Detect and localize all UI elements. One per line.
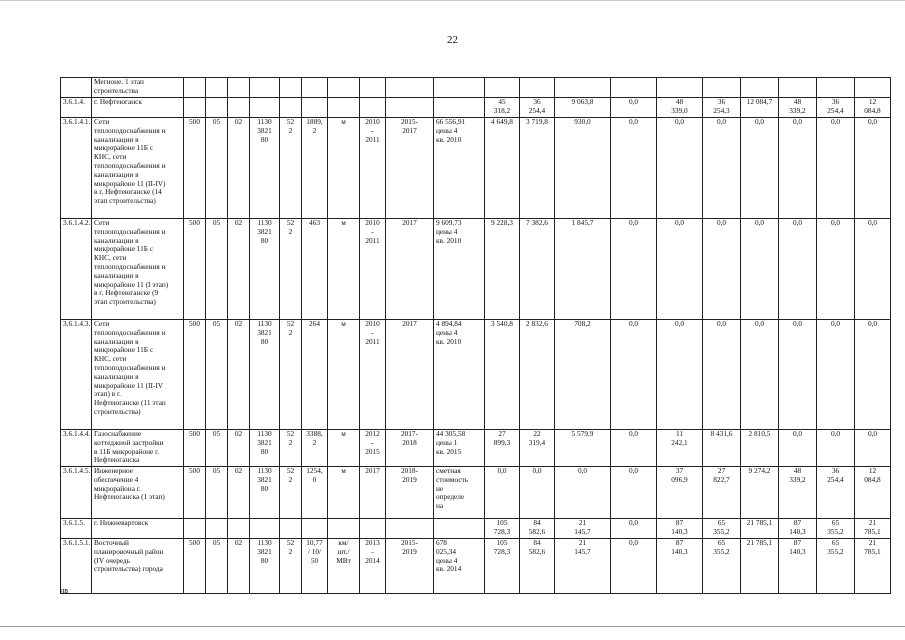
- table-cell: 3.6.1.4.2.: [61, 219, 92, 320]
- table-cell: 12 084,8: [855, 467, 891, 519]
- table-cell: 0,0: [817, 219, 855, 320]
- table-row: [61, 118, 891, 219]
- table-cell: 02: [228, 118, 250, 219]
- table-cell: [184, 78, 206, 98]
- table-cell: [386, 519, 434, 539]
- table-cell: 3 719,8: [520, 118, 555, 219]
- table-cell: 1130 3821 80: [250, 219, 280, 320]
- table-cell: 87 140,3: [657, 519, 703, 539]
- table-cell: 0,0: [485, 467, 520, 519]
- table-row: [61, 430, 891, 467]
- table-cell: [228, 98, 250, 118]
- table-cell: 500: [184, 539, 206, 594]
- table-cell: Сети теплоподоснабжения и канализации в микрорайоне 11Б с КНС, сети теплоподоснабжения и канализации в микрорайоне 11 (II-IV) в г. Нефтеюганске (14 этап строительства): [92, 118, 184, 219]
- table-cell: 9 228,3: [485, 219, 520, 320]
- table-cell: м: [328, 430, 360, 467]
- table-cell: [611, 78, 657, 98]
- table-cell: 0,0: [703, 320, 741, 430]
- table-cell: 0,0: [611, 98, 657, 118]
- top-rule: [0, 0, 905, 1]
- table-cell: [206, 519, 228, 539]
- table-cell: [520, 78, 555, 98]
- table-cell: 52 2: [280, 430, 302, 467]
- table-cell: 10,77 / 10/ 50: [302, 539, 328, 594]
- table-cell: [817, 78, 855, 98]
- table-cell: 0,0: [611, 539, 657, 594]
- table-cell: 84 582,6: [520, 519, 555, 539]
- table-cell: 36 254,3: [703, 98, 741, 118]
- table-cell: 1130 3821 80: [250, 539, 280, 594]
- table-cell: 2010 - 2011: [360, 219, 386, 320]
- table-cell: м: [328, 320, 360, 430]
- page-number: 22: [447, 34, 458, 46]
- table-cell: 84 582,6: [520, 539, 555, 594]
- table-cell: [228, 78, 250, 98]
- table-cell: 12 084,7: [741, 98, 779, 118]
- table-cell: 500: [184, 320, 206, 430]
- table-row: [61, 98, 891, 118]
- table-cell: 2015- 2017: [386, 118, 434, 219]
- table-cell: 264: [302, 320, 328, 430]
- table-cell: 05: [206, 118, 228, 219]
- table-cell: 5 579,9: [555, 430, 611, 467]
- table-cell: 930,0: [555, 118, 611, 219]
- table-cell: [280, 519, 302, 539]
- table-cell: 0,0: [611, 219, 657, 320]
- table-cell: 0,0: [741, 118, 779, 219]
- table-cell: 05: [206, 430, 228, 467]
- table-cell: 9 609,73 цены 4 кв. 2010: [434, 219, 485, 320]
- table-cell: 21 785,1: [855, 519, 891, 539]
- table-cell: 02: [228, 320, 250, 430]
- table-cell: [360, 98, 386, 118]
- table-cell: [657, 78, 703, 98]
- table-cell: 0,0: [657, 118, 703, 219]
- table-cell: 500: [184, 118, 206, 219]
- table-cell: 4 894,84 цены 4 кв. 2010: [434, 320, 485, 430]
- table-cell: 2018- 2019: [386, 467, 434, 519]
- table-cell: 678 025,34 цены 4 кв. 2014: [434, 539, 485, 594]
- table-cell: 2017- 2018: [386, 430, 434, 467]
- table-cell: Восточный планировочный район (IV очередь строительства) города: [92, 539, 184, 594]
- table-cell: [741, 78, 779, 98]
- table-cell: [555, 78, 611, 98]
- table-cell: [206, 98, 228, 118]
- table-cell: [280, 78, 302, 98]
- table-cell: [328, 519, 360, 539]
- table-cell: 3 540,8: [485, 320, 520, 430]
- table-cell: 0,0: [855, 219, 891, 320]
- table-cell: [184, 519, 206, 539]
- table-cell: 48 339,2: [779, 467, 817, 519]
- table-cell: 0,0: [611, 467, 657, 519]
- table-cell: 2010 - 2011: [360, 320, 386, 430]
- table-cell: 0,0: [611, 519, 657, 539]
- table-cell: 2 832,6: [520, 320, 555, 430]
- table-cell: 0,0: [817, 430, 855, 467]
- table-cell: 52 2: [280, 219, 302, 320]
- table-cell: 27 822,7: [703, 467, 741, 519]
- table-cell: 37 096,9: [657, 467, 703, 519]
- table-cell: [280, 98, 302, 118]
- table-cell: [360, 78, 386, 98]
- table-cell: [206, 78, 228, 98]
- table-cell: 3.6.1.4.4.: [61, 430, 92, 467]
- table-cell: 0,0: [855, 430, 891, 467]
- table-cell: 52 2: [280, 320, 302, 430]
- table-cell: 48 339,2: [779, 98, 817, 118]
- table-cell: 2010 - 2011: [360, 118, 386, 219]
- table-cell: 87 140,3: [779, 519, 817, 539]
- table-cell: [855, 78, 891, 98]
- table-cell: [302, 78, 328, 98]
- table-cell: 52 2: [280, 467, 302, 519]
- table-cell: г. Нижневартовск: [92, 519, 184, 539]
- table-cell: 22 319,4: [520, 430, 555, 467]
- table-cell: 8 431,6: [703, 430, 741, 467]
- table-cell: [302, 519, 328, 539]
- table-cell: Сети теплоподоснабжения и канализации в микрорайоне 11Б с КНС, сети теплоподоснабжения и канализации в микрорайоне 11 (I этап) в г. Нефтеюганске (9 этап строительства): [92, 219, 184, 320]
- table-cell: 105 728,3: [485, 519, 520, 539]
- table-cell: [328, 78, 360, 98]
- table-cell: 3.6.1.4.1.: [61, 118, 92, 219]
- footnote: нв: [60, 586, 69, 595]
- table-cell: 500: [184, 219, 206, 320]
- table-cell: 0,0: [817, 320, 855, 430]
- table-cell: [360, 519, 386, 539]
- table-cell: [250, 98, 280, 118]
- table-cell: 02: [228, 219, 250, 320]
- table-cell: 0,0: [657, 320, 703, 430]
- table-cell: 05: [206, 467, 228, 519]
- table-cell: [250, 519, 280, 539]
- table-cell: 12 084,8: [855, 98, 891, 118]
- table-cell: 1130 3821 80: [250, 467, 280, 519]
- table-cell: [184, 98, 206, 118]
- table-cell: сметная стоимость не определе на: [434, 467, 485, 519]
- table-cell: 05: [206, 320, 228, 430]
- table-cell: 02: [228, 467, 250, 519]
- table-cell: 3.6.1.4.5.: [61, 467, 92, 519]
- table-cell: Мегионе. 1 этап строительства: [92, 78, 184, 98]
- table-cell: 21 785,1: [741, 539, 779, 594]
- table-cell: 0,0: [779, 118, 817, 219]
- table-cell: [61, 78, 92, 98]
- table-cell: 21 145,7: [555, 539, 611, 594]
- table-cell: 05: [206, 219, 228, 320]
- table-cell: 87 140,3: [657, 539, 703, 594]
- table-row: [61, 320, 891, 430]
- table-cell: [250, 78, 280, 98]
- table-cell: Газоснабжение коттеджной застройки в 11Б микрорайоне г. Нефтеюганска: [92, 430, 184, 467]
- table-row: [61, 519, 891, 539]
- table-cell: 65 355,2: [703, 539, 741, 594]
- table-cell: 21 145,7: [555, 519, 611, 539]
- table-cell: 52 2: [280, 118, 302, 219]
- table-cell: 0,0: [855, 118, 891, 219]
- table-cell: 0,0: [520, 467, 555, 519]
- table-cell: 1889, 2: [302, 118, 328, 219]
- table-cell: 7 382,6: [520, 219, 555, 320]
- table-cell: [386, 78, 434, 98]
- table-cell: 708,2: [555, 320, 611, 430]
- table-cell: 36 254,4: [817, 98, 855, 118]
- table-cell: 1130 3821 80: [250, 118, 280, 219]
- table-cell: 2 810,5: [741, 430, 779, 467]
- table-cell: 11 242,1: [657, 430, 703, 467]
- table-cell: 500: [184, 430, 206, 467]
- table-cell: [434, 519, 485, 539]
- table-cell: 2017: [386, 219, 434, 320]
- table-cell: 0,0: [611, 430, 657, 467]
- table-cell: 36 254,4: [520, 98, 555, 118]
- budget-table: [60, 77, 891, 594]
- table-cell: м: [328, 467, 360, 519]
- table-cell: 105 728,3: [485, 539, 520, 594]
- table-cell: 500: [184, 467, 206, 519]
- table-cell: 0,0: [779, 430, 817, 467]
- table-cell: 3.6.1.5.: [61, 519, 92, 539]
- table-cell: 2017: [360, 467, 386, 519]
- table-cell: Инженерное обеспечение 4 микрорайона г. Нефтеюганска (1 этап): [92, 467, 184, 519]
- table-cell: 0,0: [779, 219, 817, 320]
- table-cell: 2013 - 2014: [360, 539, 386, 594]
- table-cell: 0,0: [703, 118, 741, 219]
- table-cell: г. Нефтеюганск: [92, 98, 184, 118]
- table-cell: 3.6.1.4.3.: [61, 320, 92, 430]
- table-cell: [485, 78, 520, 98]
- table-cell: 21 785,1: [855, 539, 891, 594]
- table-cell: 0,0: [741, 219, 779, 320]
- table-cell: Сети теплоподоснабжения и канализации в микрорайоне 11Б с КНС, сети теплоподоснабжения и канализации в микрорайоне 11 (II-IV этап) в г. Нефтеюганске (11 этап строительства): [92, 320, 184, 430]
- table-cell: 52 2: [280, 539, 302, 594]
- table-cell: 66 556,91 цены 4 кв. 2010: [434, 118, 485, 219]
- table-cell: [434, 98, 485, 118]
- table-cell: 05: [206, 539, 228, 594]
- table-cell: 36 254,4: [817, 467, 855, 519]
- table-cell: 3388, 2: [302, 430, 328, 467]
- table-cell: 87 140,3: [779, 539, 817, 594]
- table-cell: 463: [302, 219, 328, 320]
- table-cell: 0,0: [703, 219, 741, 320]
- table-cell: [302, 98, 328, 118]
- table-cell: м: [328, 118, 360, 219]
- table-cell: 0,0: [855, 320, 891, 430]
- table-cell: 2015- 2019: [386, 539, 434, 594]
- table-cell: [703, 78, 741, 98]
- table-cell: 65 355,2: [817, 519, 855, 539]
- table-cell: 0,0: [657, 219, 703, 320]
- table-cell: 45 318,2: [485, 98, 520, 118]
- table-cell: 9 274,2: [741, 467, 779, 519]
- bottom-rule: [0, 626, 905, 627]
- table-cell: 3.6.1.5.1.: [61, 539, 92, 594]
- table-cell: 0,0: [611, 118, 657, 219]
- table-cell: [328, 98, 360, 118]
- table-row: [61, 78, 891, 98]
- table-cell: 2012 - 2015: [360, 430, 386, 467]
- table-cell: 27 899,3: [485, 430, 520, 467]
- table-cell: [228, 519, 250, 539]
- table-cell: 21 785,1: [741, 519, 779, 539]
- table-cell: 0,0: [611, 320, 657, 430]
- table-cell: 2017: [386, 320, 434, 430]
- table-cell: [434, 78, 485, 98]
- table-cell: 4 649,8: [485, 118, 520, 219]
- table-cell: 0,0: [817, 118, 855, 219]
- table-cell: 02: [228, 539, 250, 594]
- table-row: [61, 467, 891, 519]
- table-cell: км/ шт./ МВт: [328, 539, 360, 594]
- table-cell: 3.6.1.4.: [61, 98, 92, 118]
- table-row: [61, 219, 891, 320]
- table-cell: 65 355,2: [703, 519, 741, 539]
- table-row: [61, 539, 891, 594]
- table-cell: 65 355,2: [817, 539, 855, 594]
- table-cell: м: [328, 219, 360, 320]
- table-cell: 1130 3821 80: [250, 320, 280, 430]
- table-cell: 1254, 0: [302, 467, 328, 519]
- table-cell: [386, 98, 434, 118]
- table-cell: 48 339,0: [657, 98, 703, 118]
- table-cell: 0,0: [779, 320, 817, 430]
- table-cell: 9 063,8: [555, 98, 611, 118]
- table-cell: 44 305,58 цены 1 кв. 2015: [434, 430, 485, 467]
- table-cell: 1 845,7: [555, 219, 611, 320]
- table-cell: 02: [228, 430, 250, 467]
- table-cell: [779, 78, 817, 98]
- table-cell: 1130 3821 80: [250, 430, 280, 467]
- table-cell: 0,0: [741, 320, 779, 430]
- table-cell: 0,0: [555, 467, 611, 519]
